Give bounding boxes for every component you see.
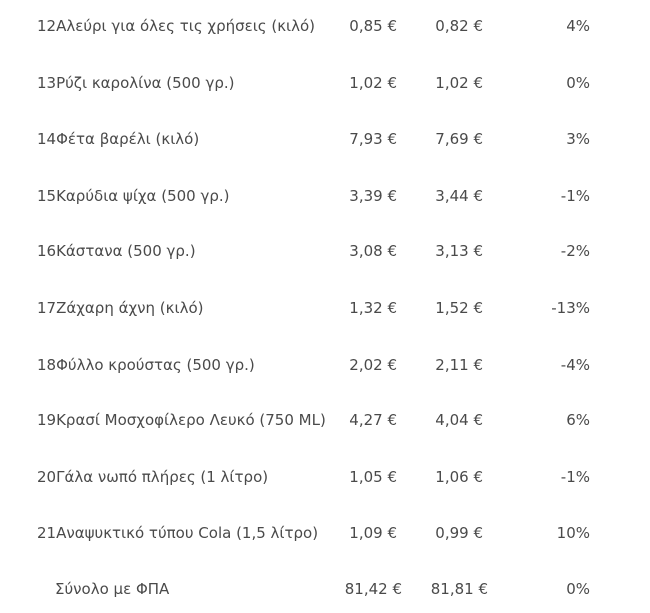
product-name: 16Κάστανα (500 γρ.) [37, 242, 196, 260]
product-name: 15Καρύδια ψίχα (500 γρ.) [37, 187, 230, 205]
price-change: 10% [556, 524, 590, 542]
price-change: 3% [566, 130, 590, 148]
product-name: 21Αναψυκτικό τύπου Cola (1,5 λίτρο) [37, 524, 319, 542]
price-change: 6% [566, 411, 590, 429]
total-row [0, 575, 650, 603]
price-change: 4% [566, 17, 590, 35]
table-row [0, 519, 650, 547]
total-label: Σύνολο με ΦΠΑ [55, 580, 170, 598]
price-change: -1% [560, 187, 590, 205]
old-price: 4,27 € [349, 411, 397, 429]
old-price: 3,08 € [349, 242, 397, 260]
new-price: 2,11 € [435, 356, 483, 374]
old-price: 3,39 € [349, 187, 397, 205]
new-price: 1,52 € [435, 299, 483, 317]
new-price: 0,99 € [435, 524, 483, 542]
table-row [0, 351, 650, 379]
price-change: -1% [560, 468, 590, 486]
old-price: 2,02 € [349, 356, 397, 374]
table-row [0, 182, 650, 210]
table-row [0, 237, 650, 265]
product-name: 12Αλεύρι για όλες τις χρήσεις (κιλό) [37, 17, 316, 35]
price-change: 0% [566, 74, 590, 92]
old-price: 0,85 € [349, 17, 397, 35]
table-row [0, 463, 650, 491]
price-change: -2% [560, 242, 590, 260]
new-price: 4,04 € [435, 411, 483, 429]
old-price: 7,93 € [349, 130, 397, 148]
product-name: 18Φύλλο κρούστας (500 γρ.) [37, 356, 255, 374]
table-row [0, 125, 650, 153]
old-price: 1,09 € [349, 524, 397, 542]
product-name: 17Ζάχαρη άχνη (κιλό) [37, 299, 204, 317]
new-price: 1,02 € [435, 74, 483, 92]
product-name: 20Γάλα νωπό πλήρες (1 λίτρο) [37, 468, 269, 486]
new-price: 1,06 € [435, 468, 483, 486]
table-row [0, 406, 650, 434]
old-price: 1,05 € [349, 468, 397, 486]
new-price: 7,69 € [435, 130, 483, 148]
total-new-price: 81,81 € [430, 580, 488, 598]
total-old-price: 81,42 € [344, 580, 402, 598]
new-price: 3,13 € [435, 242, 483, 260]
old-price: 1,32 € [349, 299, 397, 317]
table-row [0, 69, 650, 97]
price-change: -4% [560, 356, 590, 374]
new-price: 0,82 € [435, 17, 483, 35]
old-price: 1,02 € [349, 74, 397, 92]
product-name: 19Κρασί Μοσχοφίλερο Λευκό (750 ML) [37, 411, 326, 429]
total-price-change: 0% [566, 580, 590, 598]
price-change: -13% [551, 299, 590, 317]
product-name: 13Ρύζι καρολίνα (500 γρ.) [37, 74, 235, 92]
table-row [0, 12, 650, 40]
new-price: 3,44 € [435, 187, 483, 205]
product-name: 14Φέτα βαρέλι (κιλό) [37, 130, 200, 148]
table-row [0, 294, 650, 322]
